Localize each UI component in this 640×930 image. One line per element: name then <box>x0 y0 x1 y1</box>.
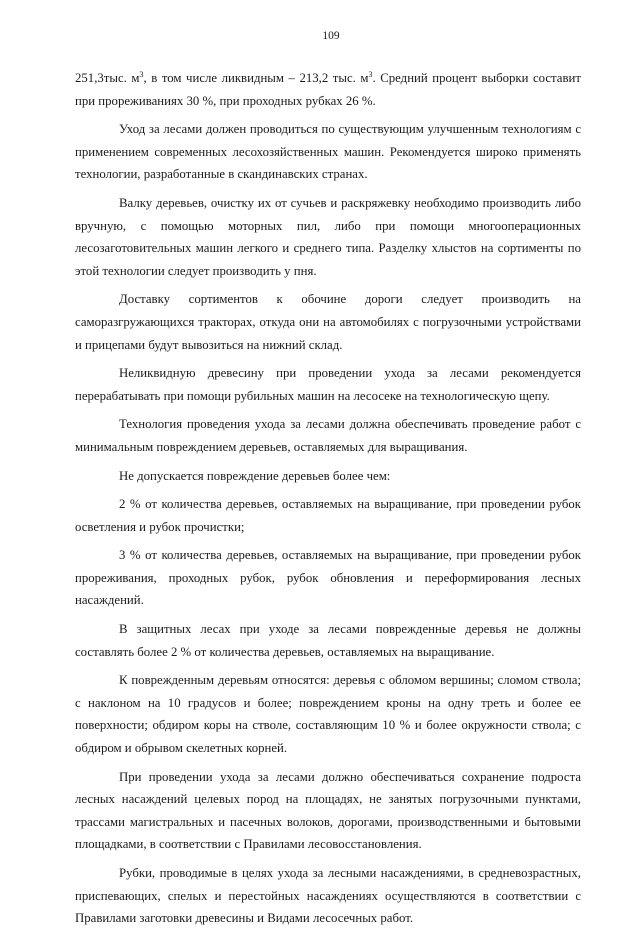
volume-text-middle: , в том числе ликвидным – 213,2 тыс. м <box>143 71 369 85</box>
paragraph-volume-summary <box>75 67 581 112</box>
paragraph-minimal-damage: Технология проведения ухода за лесами должна обеспечивать проведение работ с минимальным повреждением деревьев, оставляемых для выращивания. <box>75 417 581 454</box>
paragraph-care-technology: Уход за лесами должен проводиться по существующим улучшенным технологиям с применением современных лесохозяйственных машин. Рекомендуется широко применять технологии, разработанные в скандинавских странах. <box>75 122 581 182</box>
paragraph-damage-limit-2pct: 2 % от количества деревьев, оставляемых на выращивание, при проведении рубок осветления и рубок прочистки; <box>75 497 581 534</box>
paragraph-damage-limit-3pct: 3 % от количества деревьев, оставляемых на выращивание, при проведении рубок прореживания, проходных рубок, рубок обновления и переформирования лесных насаждений. <box>75 548 581 608</box>
paragraph-delivery: Доставку сортиментов к обочине дороги следует производить на саморазгружающихся тракторах, откуда они на автомобилях с погрузочными устройствами и прицепами будут вывозиться на нижний склад. <box>75 292 581 352</box>
page-number: 109 <box>322 30 340 42</box>
cubic-superscript: 3 <box>139 70 144 79</box>
paragraph-undergrowth-preservation: При проведении ухода за лесами должно обеспечиваться сохранение подроста лесных насаждений целевых пород на площадях, не занятых погрузочными пунктами, трассами магистральных и пасечных волоков, дорогами, производственными и бытовыми площадками, в соответствии с Правилами лесовосстановления. <box>75 769 581 852</box>
cubic-superscript: 3 <box>368 70 373 79</box>
paragraph-felling-method: Валку деревьев, очистку их от сучьев и раскряжевку необходимо производить либо вручную, с помощью моторных пил, либо при помощи многооперационных лесозаготовительных машин легкого и среднего типа. Разделку хлыстов на сортименты по этой технологии следует производить у пня. <box>75 195 581 278</box>
paragraph-non-merchantable-wood: Неликвидную древесину при проведении ухода за лесами рекомендуется перерабатывать при помощи рубильных машин на лесосеке на технологическую щепу. <box>75 366 581 403</box>
volume-text-end: . Средний процент выборки составит при прореживаниях 30 %, при проходных рубках 26 %. <box>75 71 581 108</box>
paragraph-felling-rules: Рубки, проводимые в целях ухода за лесными насаждениями, в средневозрастных, приспевающих, спелых и перестойных насаждениях осуществляются в соответствии с Правилами заготовки древесины и Видами лесосечных работ. <box>75 866 581 926</box>
paragraph-protective-forests: В защитных лесах при уходе за лесами поврежденные деревья не должны составлять более 2 % от количества деревьев, оставляемых на выращивание. <box>75 622 581 659</box>
volume-text-start: 251,3тыс. м <box>75 71 140 85</box>
paragraph-damaged-trees-definition: К поврежденным деревьям относятся: деревья с обломом вершины; сломом ствола; с наклоном на 10 градусов и более; повреждением кроны на одну треть и более ее поверхности; обдиром коры на стволе, составляющим 10 % и более окружности ствола; с обдиром и обрывом скелетных корней. <box>75 673 581 756</box>
paragraph-damage-limit-intro: Не допускается повреждение деревьев более чем: <box>119 468 391 483</box>
